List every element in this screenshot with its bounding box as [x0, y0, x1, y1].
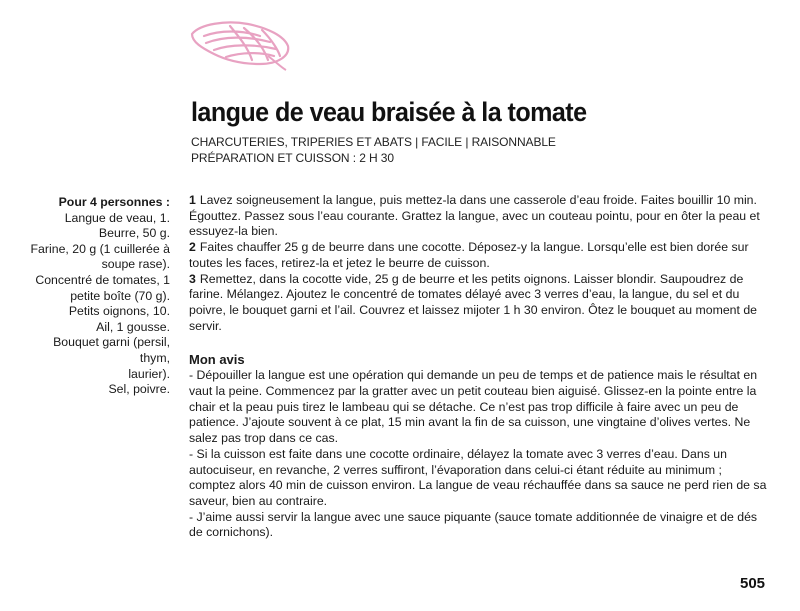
category-line: CHARCUTERIES, TRIPERIES ET ABATS | FACILE | RAISONNABLE	[191, 135, 556, 149]
ingredient-line: Ail, 1 gousse.	[96, 319, 170, 334]
step-number: 1	[189, 193, 196, 207]
step-3	[189, 272, 767, 335]
step-2	[189, 240, 767, 271]
time-line: PRÉPARATION ET CUISSON : 2 H 30	[191, 151, 394, 165]
avis-paragraph: - J’aime aussi servir la langue avec une sauce piquante (sauce tomate additionnée de vinaigre et de dés de cornichons).	[189, 509, 758, 540]
step-number: 2	[189, 240, 196, 255]
step-text: Remettez, dans la cocotte vide, 25 g de beurre et les petits oignons. Laisser blondir. Saupoudrez de farine. Mélangez. Ajoutez le concentré de tomates délayé avec 3 verres d’eau, la langue, du sel et du poivre, le bouquet garni et l’ail. Couvrez et laissez mijoter 1 h 30 environ. Ôtez le bouquet au moment de servir.	[189, 271, 758, 333]
ingredient-line: Bouquet garni (persil, thym,	[53, 335, 170, 365]
ingredients-list	[20, 195, 170, 398]
ingredient-line: Langue de veau, 1.	[64, 210, 170, 225]
avis-paragraph: - Si la cuisson est faite dans une cocotte ordinaire, délayez la tomate avec 3 verres d’eau. Dans un autocuiseur, en revanche, 2 verres suffiront, l’évaporation dans celui-ci étant réduite au minimum ; comptez alors 40 min de cuisson environ. La langue de veau réchauffée dans sa sauce ne perd rien de sa saveur, bien au contraire.	[189, 446, 767, 508]
step-number: 3	[189, 271, 196, 286]
ingredient-line: Sel, poivre.	[108, 382, 170, 397]
ingredient-line: Beurre, 50 g.	[98, 226, 170, 241]
recipe-meta	[191, 134, 556, 166]
avis-heading: Mon avis	[189, 352, 245, 368]
step-text: Lavez soigneusement la langue, puis mettez-la dans une casserole d’eau froide. Faites bouillir 10 min. Égouttez. Passez sous l’eau courante. Grattez la langue, avec un couteau pointu, pour en ôter la peau et essuyez-la bien.	[189, 193, 760, 239]
ingredient-line: petite boîte (70 g).	[70, 288, 170, 303]
step-1	[189, 193, 767, 240]
ingredient-line: Concentré de tomates, 1	[35, 272, 170, 287]
ingredient-line: Petits oignons, 10.	[68, 304, 170, 319]
ingredient-line: soupe rase).	[101, 257, 170, 272]
ingredients-heading: Pour 4 personnes :	[58, 195, 170, 209]
ingredient-line: Farine, 20 g (1 cuillerée à	[30, 241, 170, 256]
tongue-icon	[186, 16, 294, 72]
recipe-body	[189, 193, 767, 541]
page-number: 505	[740, 575, 766, 592]
ingredient-line: laurier).	[128, 366, 170, 381]
step-text: Faites chauffer 25 g de beurre dans une cocotte. Déposez-y la langue. Lorsqu’elle est bien dorée sur toutes les faces, retirez-la et jetez le beurre de cuisson.	[189, 240, 749, 270]
avis-paragraph: - Dépouiller la langue est une opération qui demande un peu de temps et de patience mais le résultat en vaut la peine. Commencez par la gratter avec un petit couteau bien aiguisé. Glissez-en la pointe entre la chair et la peau puis tirez le lambeau qui se détache. Ce n’est pas trop difficile à faire avec un peu de patience. J’ajoute souvent à ce plat, 15 min avant la fin de sa cuisson, une vingtaine d’olives vertes. Ne salez pas trop dans ce cas.	[189, 368, 758, 446]
recipe-title: langue de veau braisée à la tomate	[191, 97, 587, 127]
